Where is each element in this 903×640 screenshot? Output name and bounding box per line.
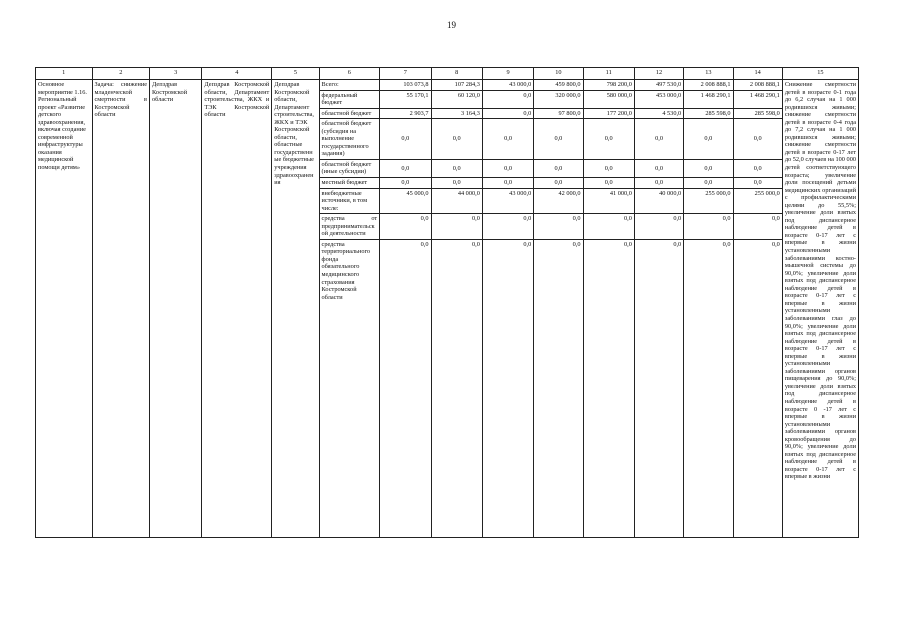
funding-value: 0,0 — [684, 214, 733, 240]
funding-value: 0,0 — [534, 178, 583, 189]
column-number: 4 — [202, 68, 272, 80]
funding-value: 0,0 — [583, 178, 634, 189]
funding-value: 0,0 — [634, 239, 683, 537]
funding-value: 0,0 — [380, 119, 431, 160]
program-table — [35, 67, 859, 538]
column-number: 10 — [534, 68, 583, 80]
funding-value: 0,0 — [534, 159, 583, 177]
column-number: 14 — [733, 68, 782, 80]
funding-value: 255 000,0 — [684, 188, 733, 214]
measure-name: Основное мероприятие 1.16. Региональный проект «Развитие детского здравоохранения, включая создание современной инфраструктуры оказания медицинской помощи детям» — [36, 80, 93, 538]
funding-value: 0,0 — [534, 239, 583, 537]
funding-value: 285 598,0 — [684, 108, 733, 119]
recipients: Депздрав Костромской области, Департамент строительства, ЖКХ и ТЭК Костромской области, областные государственные бюджетные учреждения здравоохранения — [272, 80, 319, 538]
funding-value: 0,0 — [482, 159, 533, 177]
funding-value: 177 200,0 — [583, 108, 634, 119]
funding-value: 285 598,0 — [733, 108, 782, 119]
funding-value: 0,0 — [380, 159, 431, 177]
funding-value: 0,0 — [482, 239, 533, 537]
funding-value: 255 000,0 — [733, 188, 782, 214]
funding-value: 0,0 — [634, 214, 683, 240]
column-number: 13 — [684, 68, 733, 80]
funding-value: 0,0 — [634, 178, 683, 189]
funding-value: 0,0 — [634, 159, 683, 177]
funding-row-total — [36, 80, 859, 91]
funding-value: 580 000,0 — [583, 90, 634, 108]
funding-value: 0,0 — [684, 119, 733, 160]
funding-value: 40 000,0 — [634, 188, 683, 214]
column-number: 8 — [431, 68, 482, 80]
funding-value: 0,0 — [583, 119, 634, 160]
funding-value: 0,0 — [634, 119, 683, 160]
funding-value: 0,0 — [431, 239, 482, 537]
co-executors: Депздрав Костромской области, Департамент строительства, ЖКХ и ТЭК Костромской области — [202, 80, 272, 538]
funding-value: 42 000,0 — [534, 188, 583, 214]
funding-value: 497 530,0 — [634, 80, 683, 91]
funding-value: 0,0 — [684, 159, 733, 177]
funding-value: 0,0 — [583, 214, 634, 240]
column-number: 9 — [482, 68, 533, 80]
page-number: 19 — [447, 20, 456, 30]
funding-value: 43 000,0 — [482, 80, 533, 91]
funding-value: 0,0 — [684, 239, 733, 537]
funding-value: 103 073,8 — [380, 80, 431, 91]
measure-task: Задача: снижение младенческой смертности в Костромской области — [92, 80, 150, 538]
funding-value: 43 000,0 — [482, 188, 533, 214]
target-indicators: Снижение смертности детей в возрасте 0-1 года до 6,2 случая на 1 000 родившихся живыми; снижение смертности детей в возрасте 0-4 года до 7,2 случая на 1 000 родившихся живыми; снижение смертности детей в возрасте 0-17 лет до 52,0 случаев на 100 000 детей соответствующего возраста; увеличение доли посещений детьми медицинских организаций с профилактическими целями до 55,5%; увеличение доли взятых под диспансерное наблюдение детей в возрасте 0-17 лет с впервые в жизни установленными заболеваниями костно-мышечной системы до 90,0%; увеличение доли взятых под диспансерное наблюдение детей в возрасте 0-17 лет с впервые в жизни установленными заболеваниями глаз до 90,0%; увеличение доли взятых под диспансерное наблюдение детей в возрасте 0-17 лет с впервые в жизни установленными заболеваниями органов пищеварения до 90,0%; увеличение доли взятых под диспансерное наблюдение детей в возрасте 0 -17 лет с впервые в жизни установленными заболеваниями органов кровообращения до 90,0%; увеличение доли взятых под диспансерное наблюдение детей в возрасте 0-17 лет с впервые в жизни — [782, 80, 858, 538]
responsible-executor: Депздрав Костромской области — [150, 80, 202, 538]
funding-value: 55 170,1 — [380, 90, 431, 108]
funding-value: 0,0 — [583, 159, 634, 177]
funding-value: 0,0 — [684, 178, 733, 189]
column-number: 12 — [634, 68, 683, 80]
funding-source: Всего: — [319, 80, 380, 91]
funding-value: 320 000,0 — [534, 90, 583, 108]
funding-value: 453 000,0 — [634, 90, 683, 108]
funding-value: 45 000,0 — [380, 188, 431, 214]
column-number: 6 — [319, 68, 380, 80]
column-number: 7 — [380, 68, 431, 80]
funding-value: 798 200,0 — [583, 80, 634, 91]
funding-value: 0,0 — [733, 239, 782, 537]
funding-source: средства от предпринимательской деятельности — [319, 214, 380, 240]
funding-value: 0,0 — [482, 214, 533, 240]
funding-value: 0,0 — [482, 178, 533, 189]
funding-value: 0,0 — [482, 90, 533, 108]
funding-value: 0,0 — [431, 159, 482, 177]
funding-value: 0,0 — [482, 108, 533, 119]
funding-value: 0,0 — [583, 239, 634, 537]
column-number-row — [36, 68, 859, 80]
funding-value: 2 903,7 — [380, 108, 431, 119]
funding-value: 459 800,0 — [534, 80, 583, 91]
funding-value: 60 120,0 — [431, 90, 482, 108]
funding-source: областной бюджет — [319, 108, 380, 119]
funding-value: 1 468 290,1 — [684, 90, 733, 108]
funding-value: 0,0 — [534, 119, 583, 160]
column-number: 5 — [272, 68, 319, 80]
funding-value: 97 800,0 — [534, 108, 583, 119]
funding-value: 0,0 — [431, 214, 482, 240]
column-number: 15 — [782, 68, 858, 80]
funding-value: 0,0 — [534, 214, 583, 240]
column-number: 2 — [92, 68, 150, 80]
funding-value: 0,0 — [733, 119, 782, 160]
funding-value: 0,0 — [380, 214, 431, 240]
funding-source: областной бюджет (субсидия на выполнение государственного задания) — [319, 119, 380, 160]
funding-value: 0,0 — [380, 178, 431, 189]
funding-value: 0,0 — [733, 214, 782, 240]
funding-value: 1 468 290,1 — [733, 90, 782, 108]
funding-value: 4 530,0 — [634, 108, 683, 119]
funding-value: 0,0 — [733, 178, 782, 189]
column-number: 11 — [583, 68, 634, 80]
funding-value: 0,0 — [431, 119, 482, 160]
funding-value: 41 000,0 — [583, 188, 634, 214]
funding-source: областной бюджет (иные субсидии) — [319, 159, 380, 177]
funding-source: федеральный бюджет — [319, 90, 380, 108]
funding-value: 0,0 — [431, 178, 482, 189]
funding-value: 2 008 888,1 — [733, 80, 782, 91]
funding-source: внебюджетные источники, в том числе: — [319, 188, 380, 214]
column-number: 3 — [150, 68, 202, 80]
funding-value: 3 164,3 — [431, 108, 482, 119]
funding-source: местный бюджет — [319, 178, 380, 189]
funding-value: 44 000,0 — [431, 188, 482, 214]
funding-value: 0,0 — [733, 159, 782, 177]
column-number: 1 — [36, 68, 93, 80]
funding-value: 2 008 888,1 — [684, 80, 733, 91]
funding-value: 107 284,3 — [431, 80, 482, 91]
funding-source: средства территориального фонда обязательного медицинского страхования Костромской области — [319, 239, 380, 537]
funding-value: 0,0 — [482, 119, 533, 160]
funding-value: 0,0 — [380, 239, 431, 537]
